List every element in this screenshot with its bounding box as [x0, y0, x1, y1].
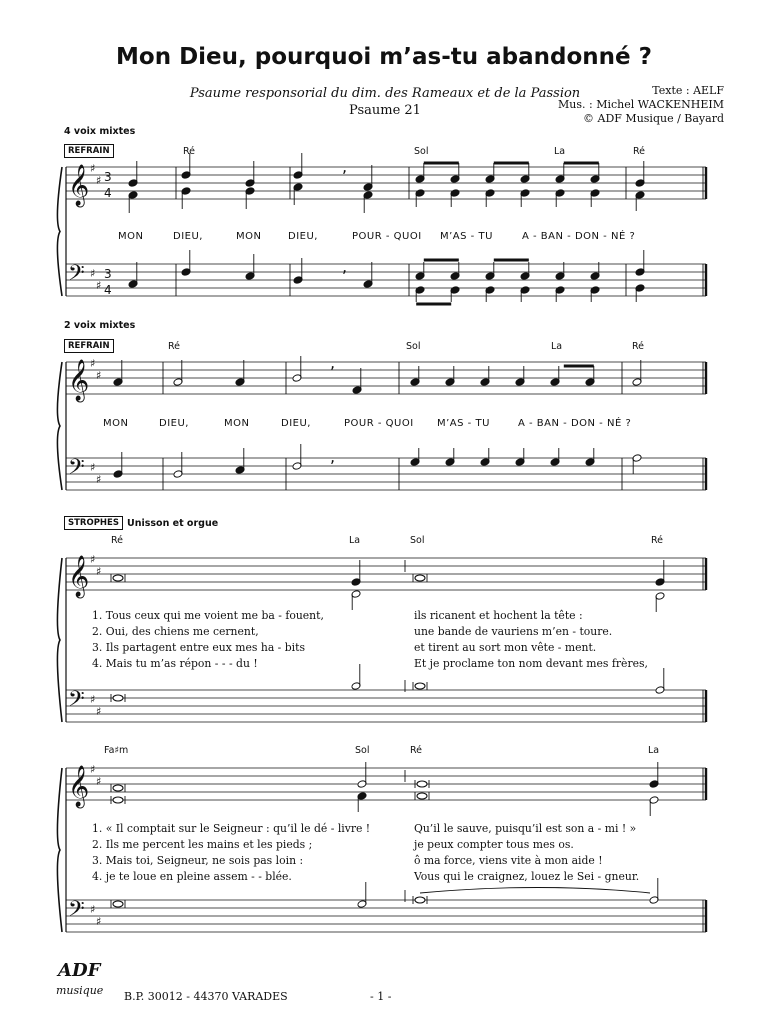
time-signature: 4: [104, 186, 112, 200]
chord: Sol: [406, 341, 421, 352]
sharp-sign: ♯: [90, 763, 96, 776]
chord: Fa♯m: [104, 745, 129, 756]
lyric: DIEU,: [173, 231, 203, 242]
breath-mark: ,: [330, 353, 336, 372]
verse-line: 2. Ils me percent les mains et les pieds ;: [92, 838, 313, 851]
chord: Sol: [355, 745, 370, 756]
bass-clef: 𝄢: [68, 687, 85, 717]
page-number: - 1 -: [370, 990, 392, 1003]
chord: La: [551, 341, 563, 352]
sharp-sign: ♯: [96, 174, 102, 187]
lyric: M’AS - TU: [437, 418, 490, 429]
chord: Ré: [168, 341, 181, 352]
system-brace: [57, 167, 62, 296]
sharp-sign: ♯: [96, 915, 102, 928]
breve-head: [113, 575, 123, 581]
unison-label: Unisson et orgue: [127, 518, 219, 529]
verse-line: 3. Ils partagent entre eux mes ha - bits: [92, 641, 306, 654]
breve-head: [113, 901, 123, 907]
two-voices-label: 2 voix mixtes: [64, 320, 136, 331]
verse-line: 1. Tous ceux qui me voient me ba - fouent,: [92, 609, 324, 622]
breve-head: [417, 781, 427, 787]
sharp-sign: ♯: [96, 705, 102, 718]
lyric: DIEU,: [281, 418, 311, 429]
lyric: MON: [103, 418, 129, 429]
breve-head: [113, 785, 123, 791]
breath-mark: ,: [342, 157, 348, 176]
chord: Ré: [633, 146, 646, 157]
bass-clef: 𝄢: [68, 455, 85, 485]
time-signature: 3: [104, 267, 112, 281]
treble-clef: 𝄞: [68, 556, 90, 597]
bass-clef: 𝄢: [68, 261, 85, 291]
refrain-box-2: REFRAIN: [64, 339, 114, 353]
breve-head: [113, 797, 123, 803]
chord: Ré: [651, 535, 664, 546]
chord: Ré: [183, 146, 196, 157]
verse-line: 1. « Il comptait sur le Seigneur : qu’il le dé - livre !: [92, 822, 371, 835]
lyric: MON: [236, 231, 262, 242]
verse-line: 2. Oui, des chiens me cernent,: [92, 625, 259, 638]
sharp-sign: ♯: [96, 565, 102, 578]
sharp-sign: ♯: [90, 903, 96, 916]
slur: [420, 888, 650, 894]
verse-line: Qu’il le sauve, puisqu’il est son a - mi ! »: [414, 822, 637, 835]
subtitle: Psaume responsorial du dim. des Rameaux et de la Passion: [189, 86, 581, 101]
breve-head: [415, 683, 425, 689]
credit-music: Mus. : Michel WACKENHEIM: [558, 98, 724, 111]
verse-line: 3. Mais toi, Seigneur, ne sois pas loin :: [92, 854, 304, 867]
chord: La: [648, 745, 660, 756]
breath-mark: ,: [330, 447, 336, 466]
chord: Sol: [410, 535, 425, 546]
verse-line: Vous qui le craignez, louez le Sei - gneur.: [414, 870, 640, 883]
lyric: DIEU,: [288, 231, 318, 242]
chord: La: [349, 535, 361, 546]
bass-clef: 𝄢: [68, 897, 85, 927]
verse-line: Et je proclame ton nom devant mes frères,: [414, 657, 648, 670]
lyric: A - BAN - DON - NÉ ?: [518, 418, 632, 429]
credit-copyright: © ADF Musique / Bayard: [583, 112, 724, 125]
credit-text: Texte : AELF: [652, 84, 724, 97]
adf-logo: ADF: [58, 960, 101, 981]
chord: Ré: [111, 535, 124, 546]
treble-clef: 𝄞: [68, 766, 90, 807]
time-signature: 4: [104, 283, 112, 297]
verse-line: 4. je te loue en pleine assem - - blée.: [92, 870, 292, 883]
system-brace: [57, 558, 62, 722]
sharp-sign: ♯: [90, 553, 96, 566]
sharp-sign: ♯: [90, 461, 96, 474]
treble-clef: 𝄞: [68, 360, 90, 401]
sharp-sign: ♯: [90, 162, 96, 175]
refrain-box-1: REFRAIN: [64, 144, 114, 158]
lyric: POUR - QUOI: [352, 231, 422, 242]
lyric: DIEU,: [159, 418, 189, 429]
chord: Sol: [414, 146, 429, 157]
publisher-address: B.P. 30012 - 44370 VARADES: [124, 990, 288, 1003]
system-brace: [57, 362, 62, 490]
treble-clef: 𝄞: [68, 165, 90, 206]
four-voices-label: 4 voix mixtes: [64, 126, 136, 137]
lyric: POUR - QUOI: [344, 418, 414, 429]
system-brace: [57, 768, 62, 932]
verse-line: et tirent au sort mon vête - ment.: [414, 641, 597, 654]
sharp-sign: ♯: [96, 369, 102, 382]
verse-line: ils ricanent et hochent la tête :: [414, 609, 583, 622]
page-title: Mon Dieu, pourquoi m’as-tu abandonné ?: [116, 44, 652, 70]
adf-logo-sub: musique: [56, 984, 104, 997]
psalm-number: Psaume 21: [349, 103, 421, 118]
sharp-sign: ♯: [96, 775, 102, 788]
lyric: MON: [224, 418, 250, 429]
sharp-sign: ♯: [90, 693, 96, 706]
lyric: A - BAN - DON - NÉ ?: [522, 231, 636, 242]
sharp-sign: ♯: [96, 473, 102, 486]
breath-mark: ,: [342, 257, 348, 276]
verse-line: une bande de vauriens m’en - toure.: [414, 625, 613, 638]
breve-head: [415, 575, 425, 581]
chord: Ré: [410, 745, 423, 756]
sharp-sign: ♯: [90, 357, 96, 370]
strophes-box: STROPHES: [64, 516, 123, 530]
chord: Ré: [632, 341, 645, 352]
breve-head: [417, 793, 427, 799]
verse-line: 4. Mais tu m’as répon - - - du !: [92, 657, 258, 670]
sharp-sign: ♯: [96, 279, 102, 292]
time-signature: 3: [104, 170, 112, 184]
breve-head: [415, 897, 425, 903]
breve-head: [113, 695, 123, 701]
verse-line: ô ma force, viens vite à mon aide !: [414, 854, 603, 867]
lyric: M’AS - TU: [440, 231, 493, 242]
chord: La: [554, 146, 566, 157]
sharp-sign: ♯: [90, 267, 96, 280]
verse-line: je peux compter tous mes os.: [414, 838, 574, 851]
lyric: MON: [118, 231, 144, 242]
